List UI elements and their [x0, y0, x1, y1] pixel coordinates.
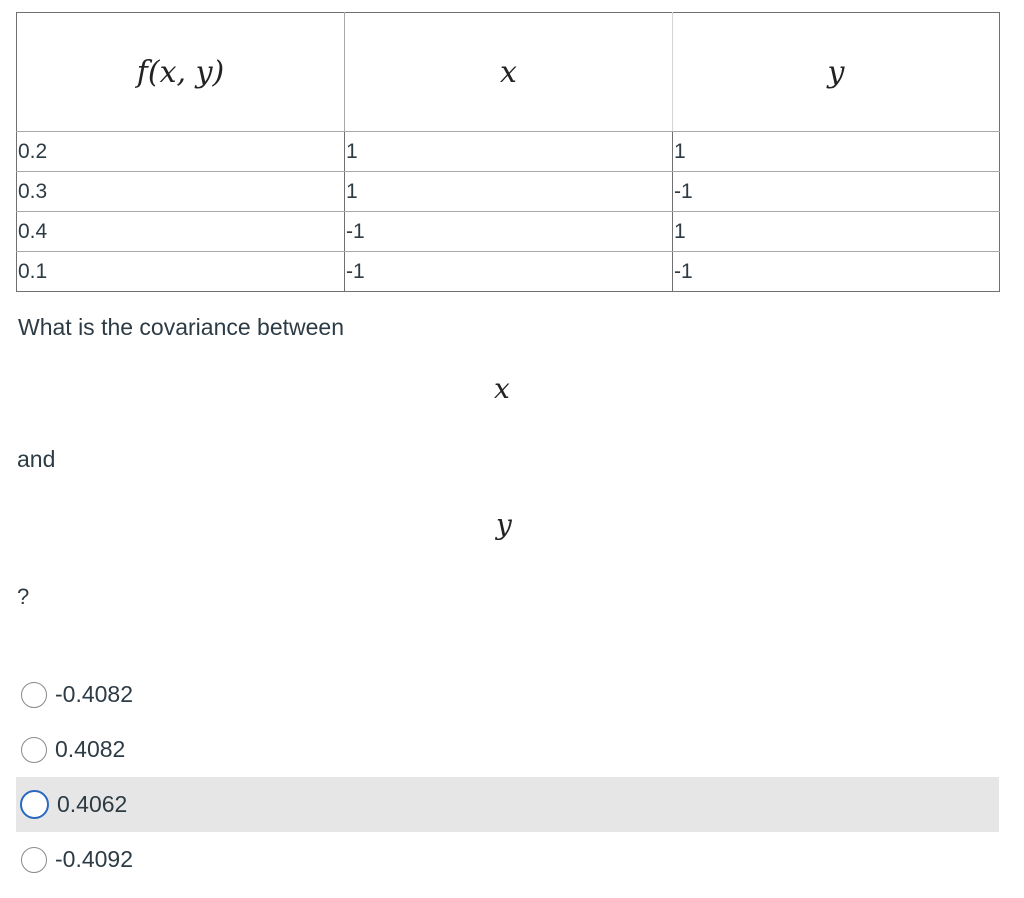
- table-row: [17, 132, 1000, 172]
- cell-prob: 0.3: [17, 172, 345, 212]
- answer-option[interactable]: [16, 667, 999, 722]
- radio-button[interactable]: [20, 790, 49, 819]
- answer-options: [16, 667, 999, 887]
- table-row: [17, 252, 1000, 292]
- answer-option[interactable]: [16, 832, 999, 887]
- cell-x: 1: [345, 132, 673, 172]
- radio-button[interactable]: [21, 847, 47, 873]
- cell-x: -1: [345, 252, 673, 292]
- question-mark: ?: [17, 584, 30, 609]
- table-header-row: [17, 13, 1000, 132]
- answer-label: -0.4082: [55, 681, 134, 707]
- table-row: [17, 212, 1000, 252]
- radio-button[interactable]: [21, 737, 47, 763]
- radio-button[interactable]: [21, 682, 47, 708]
- answer-label: 0.4062: [57, 791, 128, 817]
- cell-x: 1: [345, 172, 673, 212]
- cell-x: -1: [345, 212, 673, 252]
- joint-distribution-table: [16, 12, 1000, 292]
- header-fxy: f(x, y): [17, 13, 345, 132]
- answer-label: -0.4092: [55, 846, 134, 872]
- question-text: What is the covariance between: [18, 314, 345, 340]
- cell-y: -1: [673, 252, 1000, 292]
- cell-y: 1: [673, 132, 1000, 172]
- question-conjunction: and: [17, 446, 56, 472]
- cell-prob: 0.2: [17, 132, 345, 172]
- answer-option[interactable]: [16, 722, 999, 777]
- cell-y: -1: [673, 172, 1000, 212]
- header-x: x: [345, 13, 673, 132]
- answer-label: 0.4082: [55, 736, 126, 762]
- math-variable-x: x: [494, 372, 510, 405]
- header-y: y: [673, 13, 1000, 132]
- cell-prob: 0.4: [17, 212, 345, 252]
- table-row: [17, 172, 1000, 212]
- cell-prob: 0.1: [17, 252, 345, 292]
- cell-y: 1: [673, 212, 1000, 252]
- math-variable-y: y: [496, 508, 512, 541]
- answer-option[interactable]: [16, 777, 999, 832]
